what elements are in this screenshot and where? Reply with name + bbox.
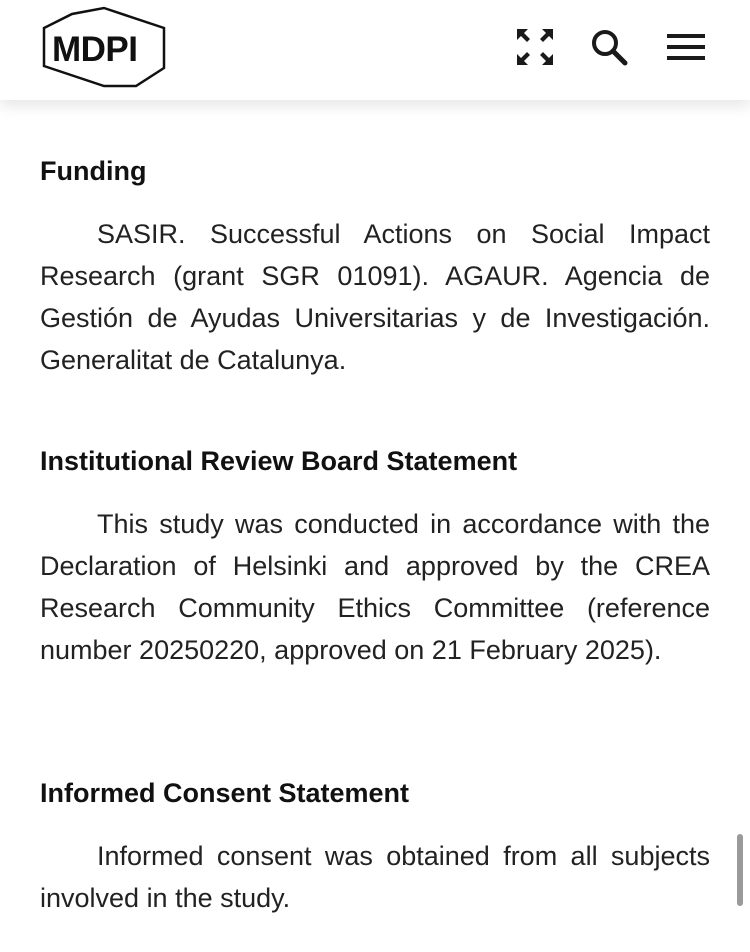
search-icon	[587, 25, 631, 69]
funding-heading: Funding	[40, 156, 147, 186]
fullscreen-button[interactable]	[513, 25, 557, 69]
informed-consent-heading: Informed Consent Statement	[40, 778, 410, 808]
expand-icon	[513, 25, 557, 69]
top-navigation-bar	[0, 0, 750, 100]
mdpi-logo[interactable]	[40, 6, 168, 90]
irb-statement-heading: Institutional Review Board Statement	[40, 446, 518, 476]
menu-button[interactable]	[663, 25, 707, 69]
informed-consent-text: Informed consent was obtained from all subjects involved in the study.	[40, 841, 710, 913]
funding-text: SASIR. Successful Actions on Social Impact Research (grant SGR 01091). AGAUR. Agencia de Gestión de Ayudas Universitarias y de Investigación. Generalitat de Catalunya.	[40, 219, 710, 375]
menu-icon	[663, 25, 707, 69]
irb-statement-text: This study was conducted in accordance with the Declaration of Helsinki and approved by the CREA Research Community Ethics Committee (reference number 20250220, approved on 21 February 2025).	[40, 509, 710, 665]
search-button[interactable]	[587, 25, 631, 69]
logo-text: MDPI	[52, 30, 138, 69]
scrollbar-thumb[interactable]	[737, 834, 743, 906]
